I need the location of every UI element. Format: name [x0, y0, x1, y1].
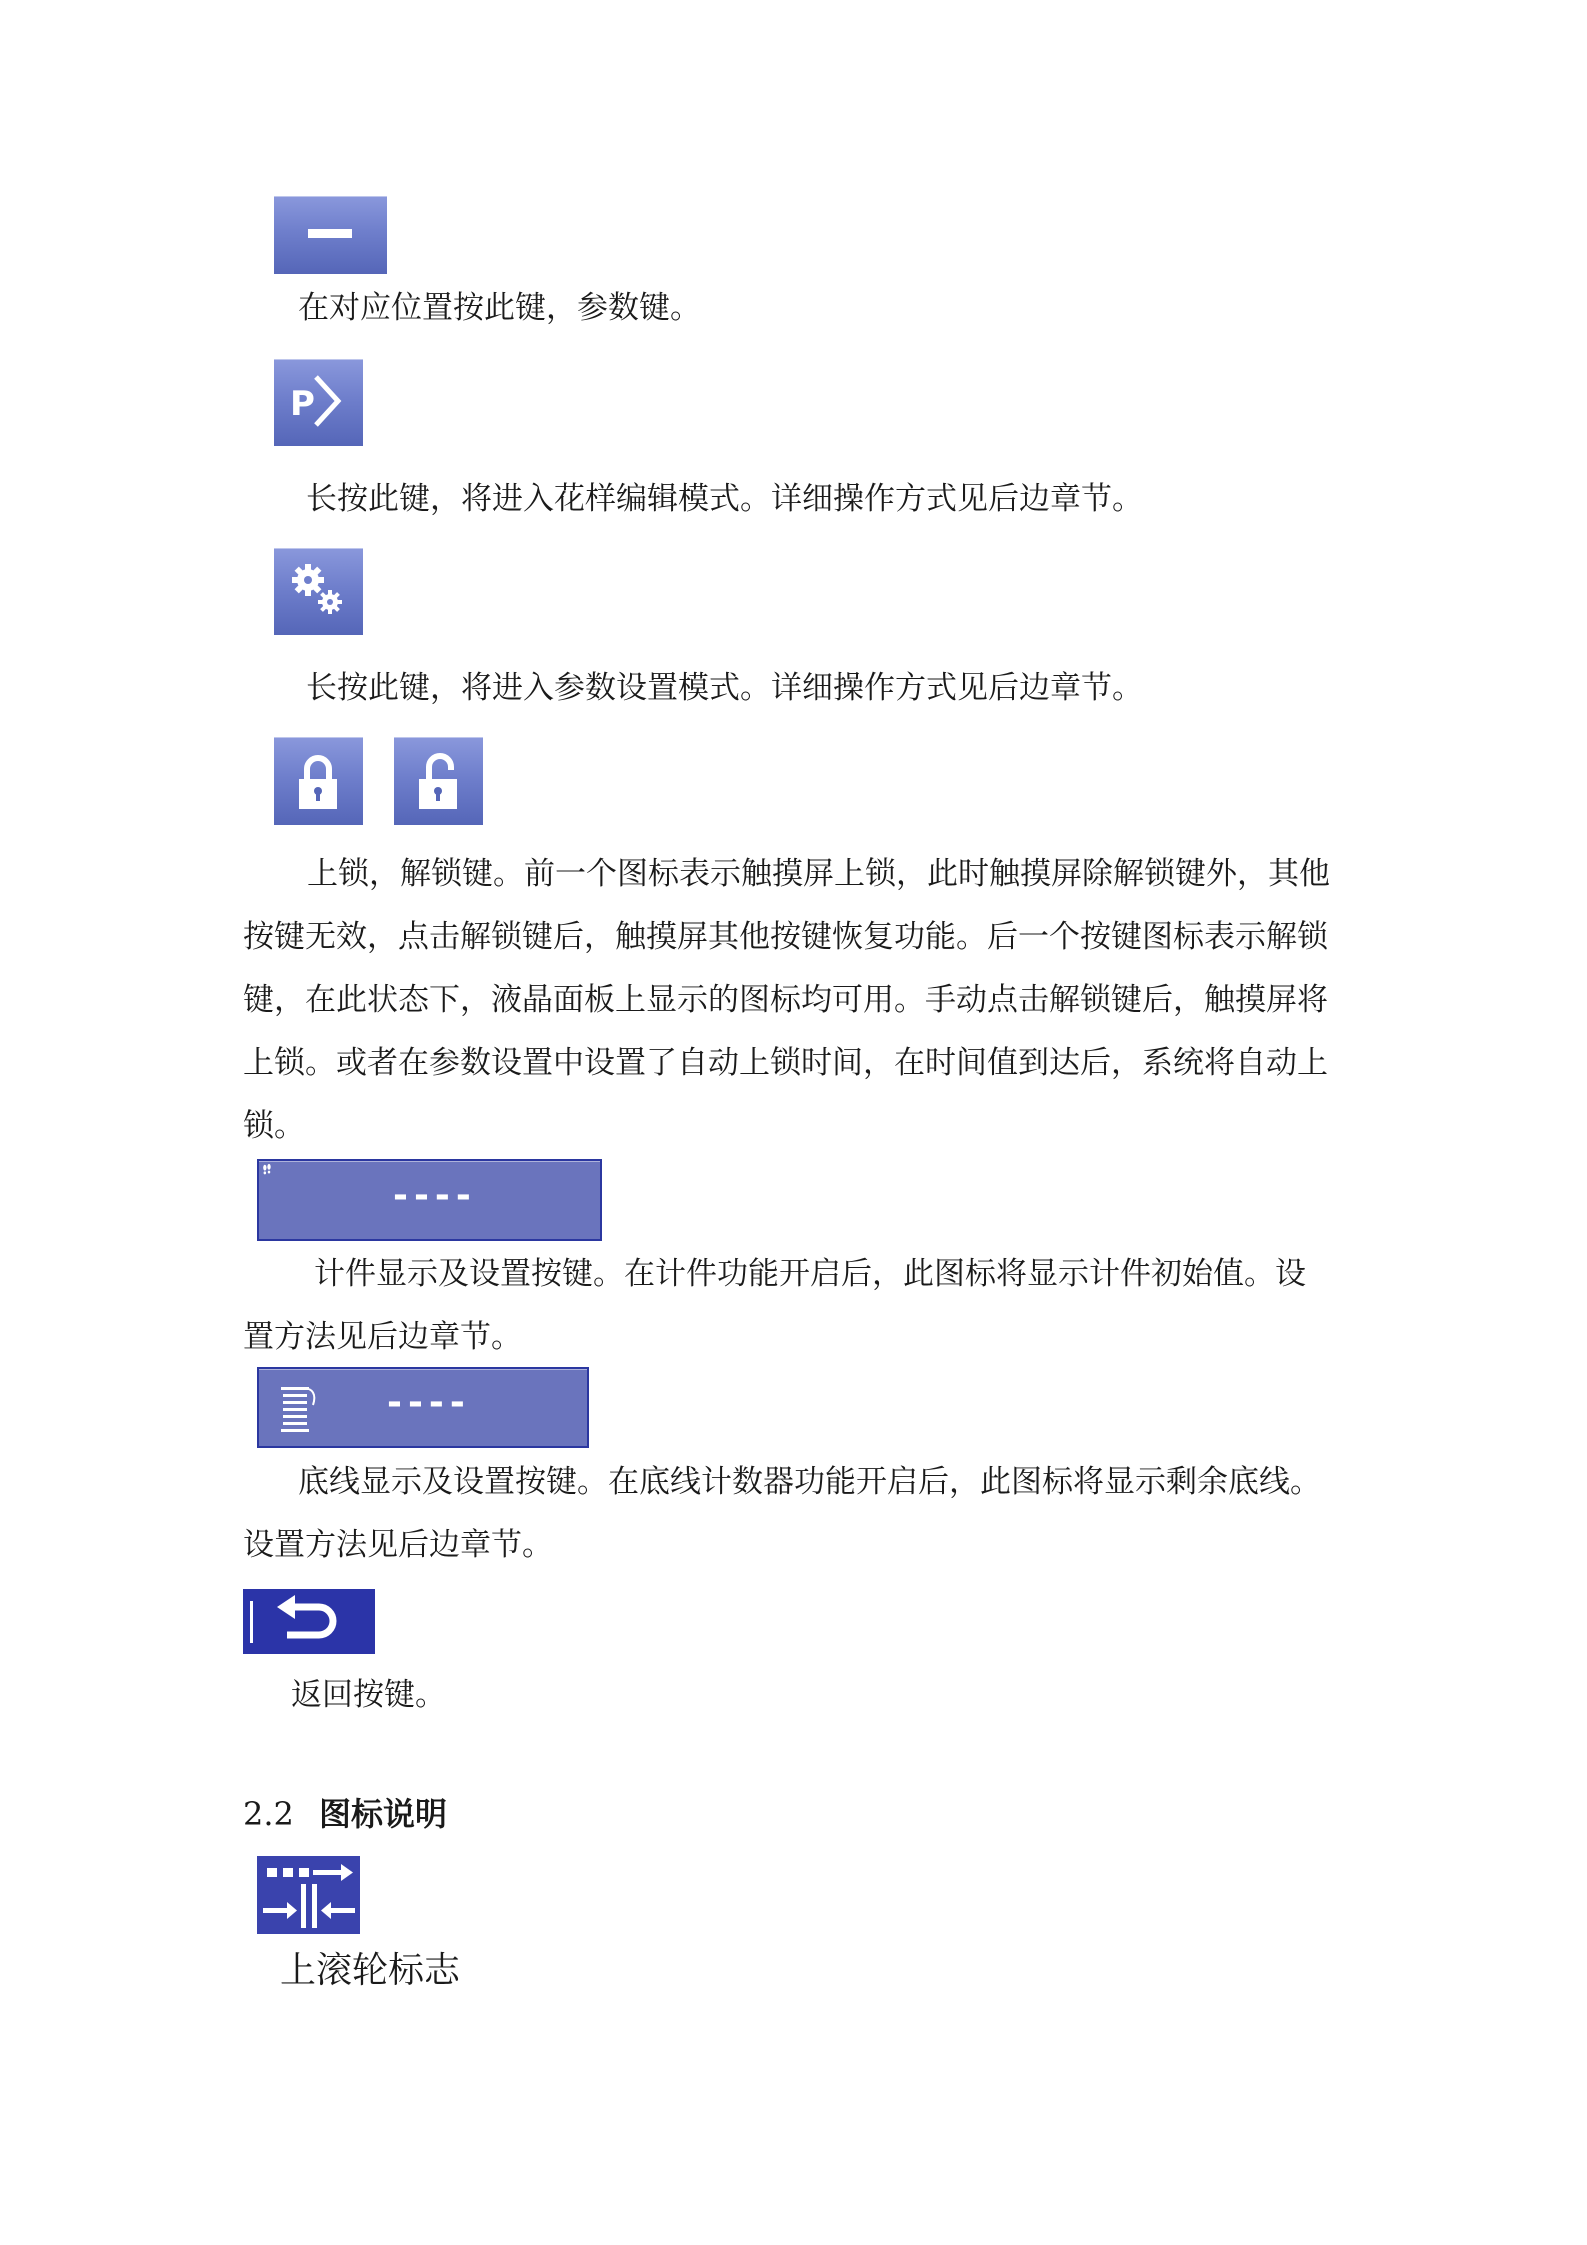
return-icon — [243, 1589, 375, 1654]
piece-count-description-line: 置方法见后边章节。 — [243, 1319, 522, 1355]
gear-description: 长按此键，将进入参数设置模式。详细操作方式见后边章节。 — [306, 670, 1143, 706]
return-description: 返回按键。 — [291, 1677, 446, 1713]
upper-roller-label: 上滚轮标志 — [280, 1950, 461, 1991]
bobbin-thread-description-line: 设置方法见后边章节。 — [243, 1527, 553, 1563]
section-title: 图标说明 — [319, 1795, 448, 1833]
piece-count-description-line: 计件显示及设置按键。在计件功能开启后，此图标将显示计件初始值。设 — [314, 1256, 1306, 1292]
bobbin-thread-button — [257, 1367, 589, 1448]
piece-count-value: ---- — [393, 1175, 477, 1216]
bobbin-thread-icon — [281, 1387, 309, 1432]
bobbin-thread-description — [243, 1451, 1355, 1577]
pattern-edit-icon — [274, 359, 363, 446]
piece-count-description — [243, 1243, 1355, 1369]
lock-icon — [274, 737, 363, 825]
gear-icon — [274, 548, 363, 635]
section-heading — [243, 1794, 447, 1834]
lock-description-line: 锁。 — [243, 1108, 305, 1144]
pattern-edit-description: 长按此键，将进入花样编辑模式。详细操作方式见后边章节。 — [306, 481, 1143, 517]
lock-description-line: 按键无效，点击解锁键后，触摸屏其他按键恢复功能。后一个按键图标表示解锁 — [243, 919, 1328, 955]
upper-roller-icon — [257, 1856, 360, 1934]
minus-key-icon — [274, 196, 387, 274]
piece-count-button — [257, 1159, 602, 1241]
bobbin-thread-description-line: 底线显示及设置按键。在底线计数器功能开启后，此图标将显示剩余底线。 — [298, 1464, 1321, 1500]
lock-description — [243, 843, 1355, 1158]
unlock-icon — [394, 737, 483, 825]
lock-description-line: 上锁。或者在参数设置中设置了自动上锁时间，在时间值到达后，系统将自动上 — [243, 1045, 1328, 1081]
bobbin-thread-value: ---- — [387, 1382, 471, 1423]
section-number: 2.2 — [243, 1795, 294, 1833]
minus-key-description: 在对应位置按此键，参数键。 — [298, 290, 701, 326]
footprint-icon — [263, 1164, 271, 1174]
lock-description-line: 上锁，解锁键。前一个图标表示触摸屏上锁，此时触摸屏除解锁键外，其他 — [307, 856, 1330, 892]
svg-text:P: P — [290, 384, 315, 424]
lock-description-line: 键，在此状态下，液晶面板上显示的图标均可用。手动点击解锁键后，触摸屏将 — [243, 982, 1328, 1018]
